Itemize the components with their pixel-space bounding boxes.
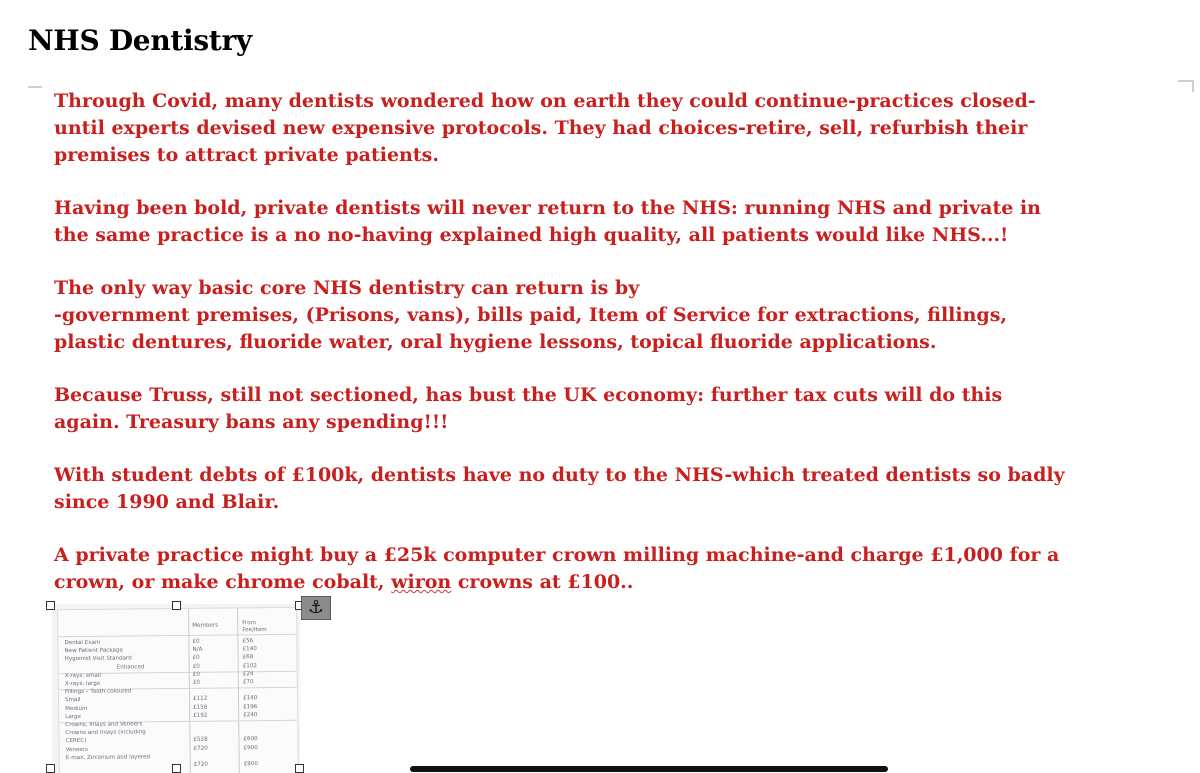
text-line: again. Treasury bans any spending!!!: [54, 411, 449, 433]
text-line: Having been bold, private dentists will never return to the NHS: running NHS and private in: [54, 197, 1041, 219]
page-title: NHS Dentistry: [28, 24, 252, 57]
table-cell: £240: [243, 711, 258, 719]
table-cell: £70: [242, 679, 254, 686]
table-cell: Crowns and Inlays (including: [65, 729, 146, 737]
embedded-price-list-image[interactable]: [52, 604, 300, 773]
table-cell: [243, 720, 293, 721]
table-cell: Crowns, Inlays and Veneers: [65, 721, 143, 729]
table-cell: £140: [242, 695, 258, 702]
text-line: With student debts of £100k, dentists have no duty to the NHS-which treated dentists so badly: [54, 464, 1065, 486]
paragraph-truss: [54, 382, 1184, 436]
table-cell: £0: [192, 638, 200, 645]
anchor-icon[interactable]: ⚓: [301, 596, 331, 620]
text-line: Through Covid, many dentists wondered how on earth they could continue-practices closed-: [54, 90, 1036, 112]
header-members: Members: [192, 622, 219, 629]
resize-handle-bottom-center[interactable]: [172, 764, 181, 773]
text-segment: crowns at £100..: [451, 571, 634, 593]
table-cell: Enhanced: [116, 663, 145, 671]
table-cell: £102: [242, 662, 257, 669]
table-cell: Small: [65, 697, 81, 704]
resize-handle-top-center[interactable]: [172, 601, 181, 610]
table-cell: £140: [242, 646, 257, 653]
table-cell: [244, 753, 294, 754]
text-line: premises to attract private patients.: [54, 144, 439, 166]
resize-handle-bottom-right[interactable]: [295, 764, 304, 773]
table-cell: £720: [193, 745, 208, 752]
table-cell: £56: [242, 638, 254, 645]
table-cell: [243, 728, 293, 729]
table-cell: £0: [192, 671, 200, 678]
table-cell: £900: [243, 744, 258, 751]
text-line: -government premises, (Prisons, vans), bills paid, Item of Service for extractions, fillings,: [54, 304, 1008, 326]
paragraph-private-dentists: [54, 195, 1184, 249]
table-cell: [66, 762, 191, 763]
table-cell: Medium: [65, 705, 88, 712]
price-list-sheet: [57, 607, 299, 773]
text-line: [54, 569, 1184, 596]
table-cell: X-rays: large: [64, 680, 101, 688]
home-indicator[interactable]: [410, 766, 888, 772]
table-cell: £24: [242, 671, 254, 678]
paragraph-student-debts: [54, 462, 1184, 516]
table-cell: Fillings – Tooth coloured: [64, 688, 132, 696]
text-line: until experts devised new expensive protocols. They had choices-retire, sell, refurbish their: [54, 117, 1028, 139]
table-cell: Veneers: [65, 746, 89, 753]
table-cell: £196: [243, 703, 258, 710]
table-cell: Large: [65, 713, 81, 720]
resize-handle-top-left[interactable]: [46, 601, 55, 610]
table-cell: £0: [192, 679, 201, 686]
document-corner-mark-left: [28, 86, 42, 88]
table-cell: £192: [193, 712, 208, 719]
document-text-body[interactable]: [54, 88, 1184, 622]
table-cell: E-max, Zirconium and layered: [65, 754, 151, 761]
text-line: since 1990 and Blair.: [54, 491, 280, 513]
table-cell: £528: [193, 737, 208, 744]
header-from-fee: From Fee/Item: [242, 620, 267, 634]
table-cell: £0: [192, 663, 200, 670]
table-header-row: [58, 620, 296, 634]
table-cell: £68: [242, 654, 254, 661]
table-cell: [243, 687, 293, 688]
resize-handle-bottom-left[interactable]: [46, 764, 55, 773]
table-cell: X-rays: small: [64, 672, 101, 679]
text-segment: crown, or make chrome cobalt,: [54, 571, 392, 593]
paragraph-core-nhs: [54, 275, 1184, 356]
table-cell: £600: [243, 736, 258, 743]
paragraph-covid: [54, 88, 1184, 169]
table-cell: £0: [192, 655, 200, 662]
table-cell: New Patient Package: [64, 647, 123, 655]
table-cell: £720: [193, 761, 208, 768]
table-cell: Hygienist Visit Standard: [64, 655, 132, 663]
table-cell: Dental Exam: [64, 639, 101, 647]
table-cell: £112: [192, 696, 208, 703]
table-cell: N/A: [192, 646, 203, 654]
text-line: The only way basic core NHS dentistry can return is by: [54, 277, 640, 299]
text-line: plastic dentures, fluoride water, oral hygiene lessons, topical fluoride applications.: [54, 331, 937, 353]
paragraph-private-practice: [54, 542, 1184, 596]
table-cell: £900: [243, 761, 258, 768]
table-cell: £158: [193, 704, 208, 711]
table-cell: CEREC): [65, 738, 87, 745]
misspelled-word[interactable]: wiron: [391, 571, 452, 593]
text-line: A private practice might buy a £25k computer crown milling machine-and charge £1,000 for a: [54, 544, 1060, 566]
text-line: the same practice is a no no-having explained high quality, all patients would like NHS...!: [54, 224, 1009, 246]
text-line: Because Truss, still not sectioned, has bust the UK economy: further tax cuts will do this: [54, 384, 1003, 406]
